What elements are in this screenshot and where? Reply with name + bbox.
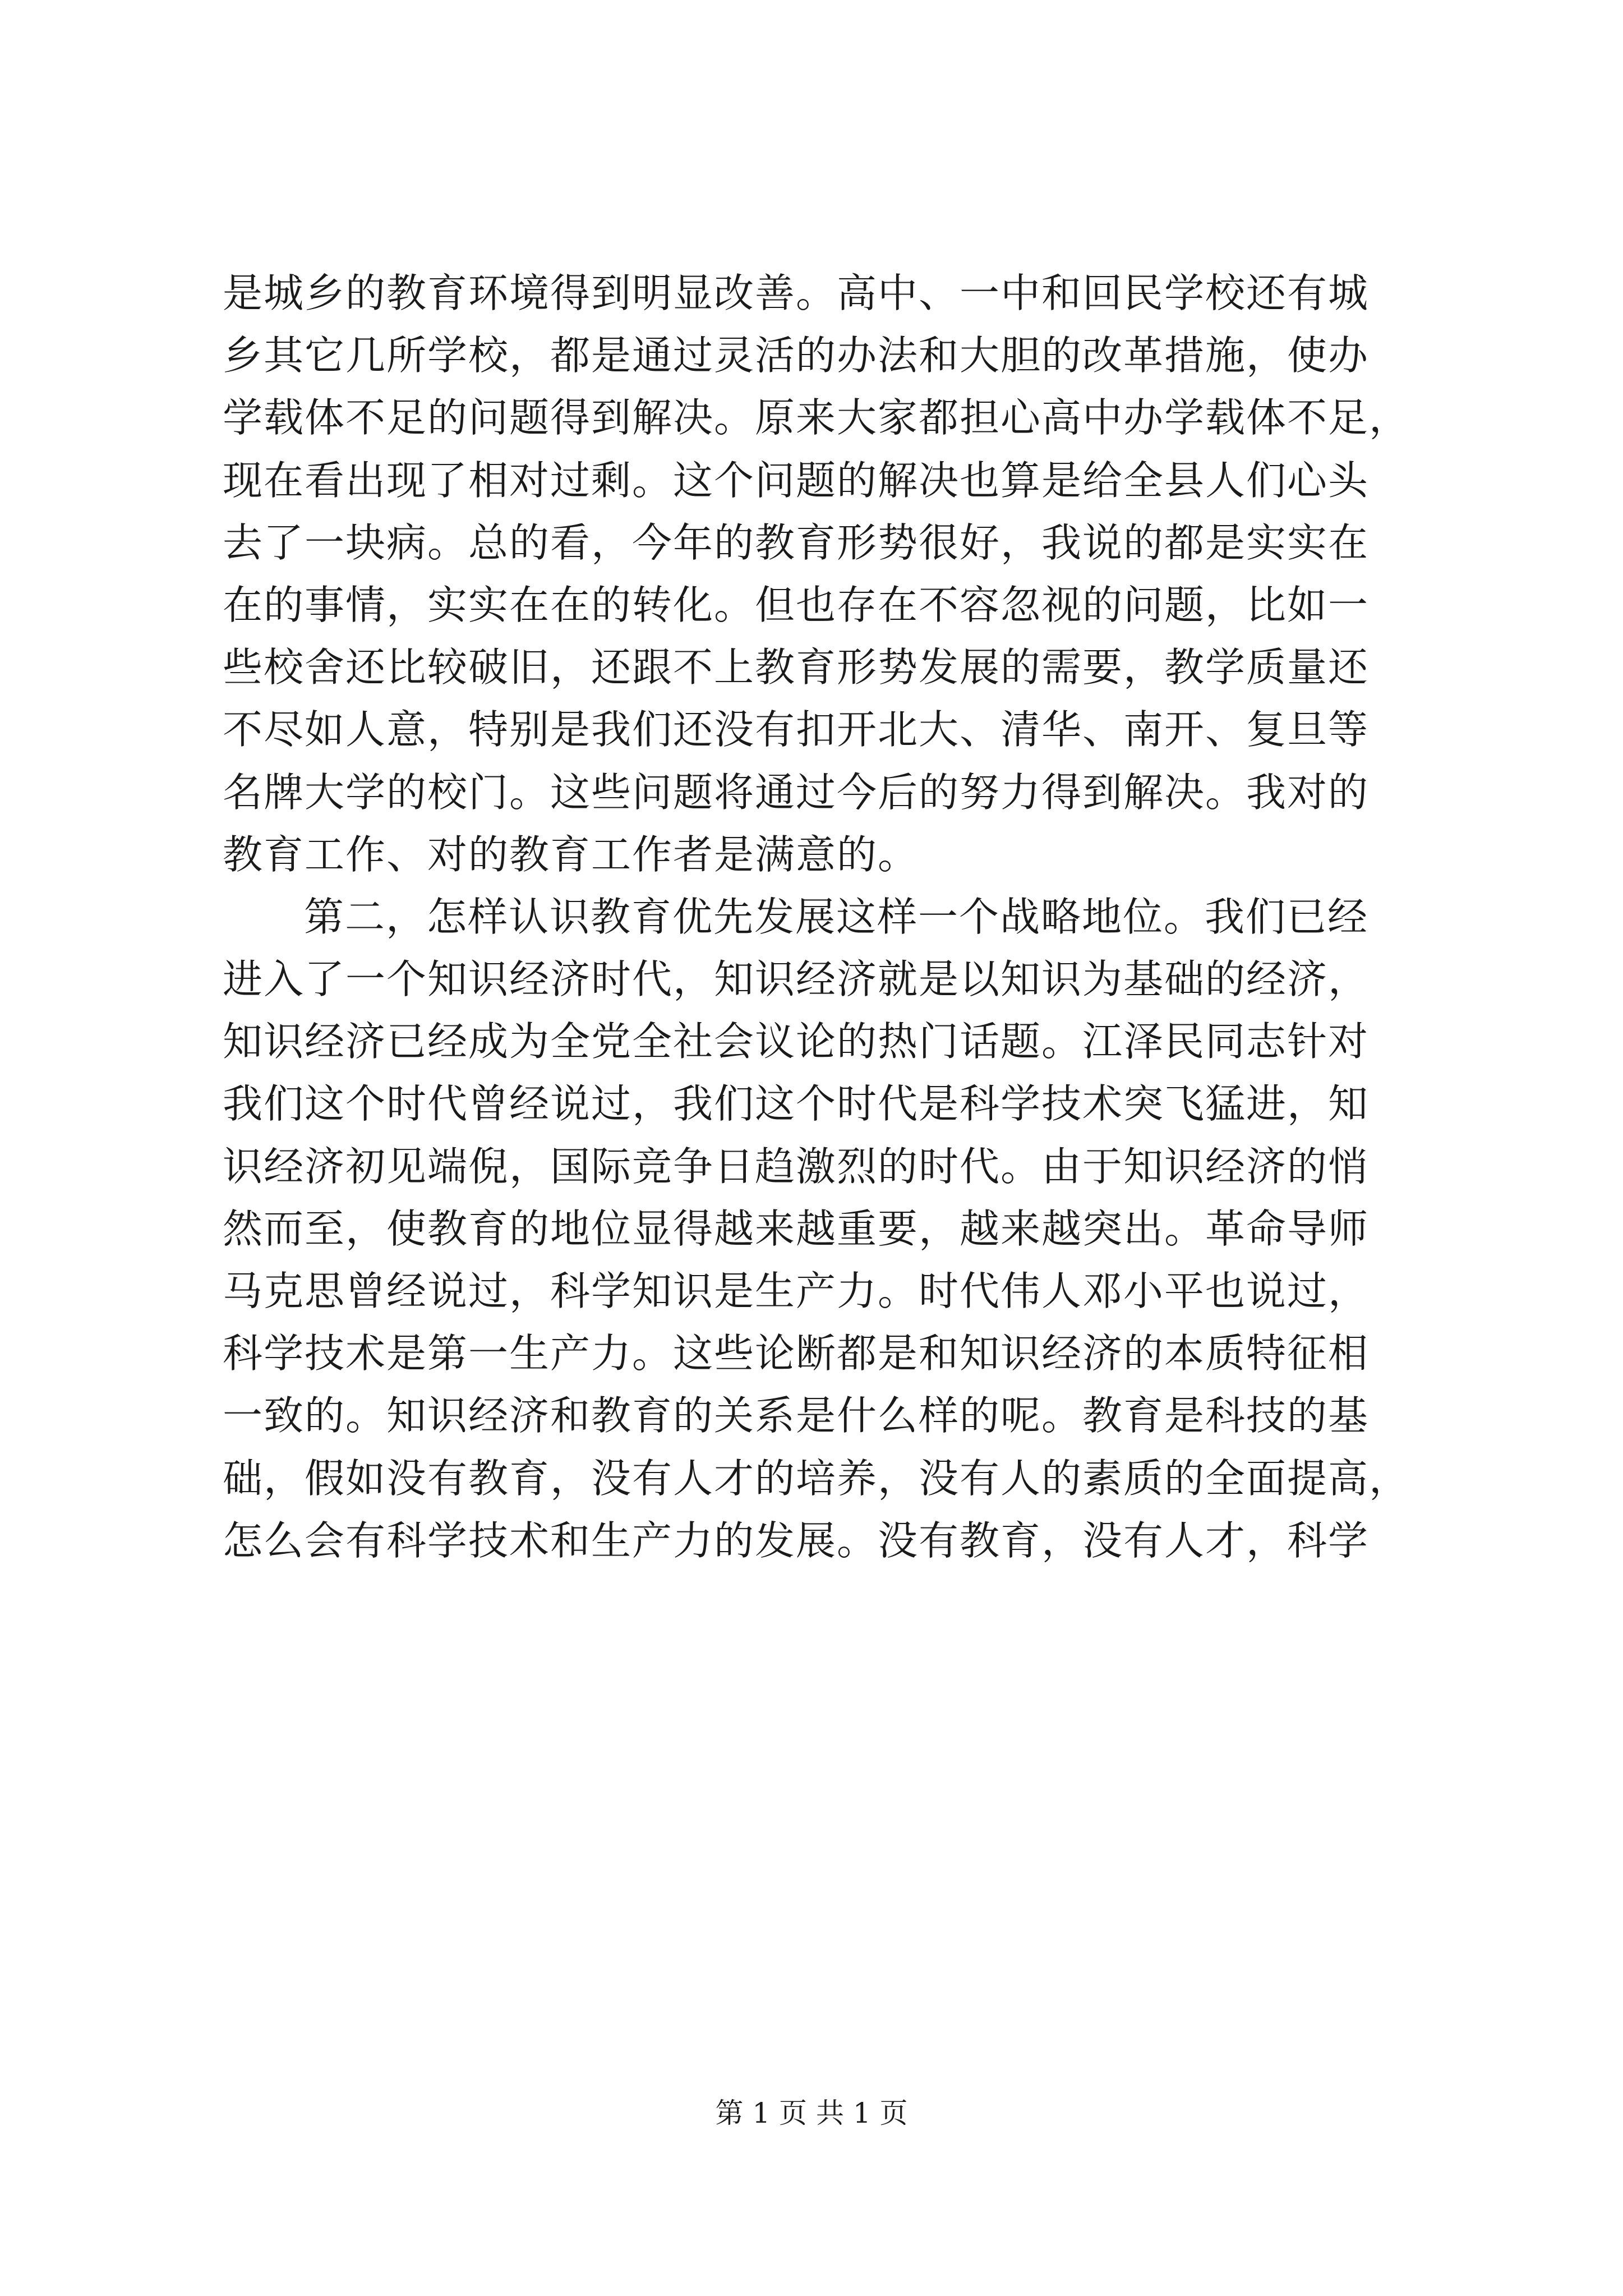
text-line: 在的事情，实实在在的转化。但也存在不容忽视的问题，比如一 bbox=[223, 581, 1370, 628]
text-line: 名牌大学的校门。这些问题将通过今后的努力得到解决。我对的 bbox=[223, 769, 1370, 816]
text-line: 科学技术是第一生产力。这些论断都是和知识经济的本质特征相 bbox=[223, 1330, 1370, 1377]
text-line: 怎么会有科学技术和生产力的发展。没有教育，没有人才，科学 bbox=[223, 1517, 1370, 1564]
text-line: 我们这个时代曾经说过，我们这个时代是科学技术突飞猛进，知 bbox=[223, 1080, 1370, 1128]
text-line: 进入了一个知识经济时代，知识经济就是以知识为基础的经济， bbox=[223, 956, 1370, 1003]
text-line: 马克思曾经说过，科学知识是生产力。时代伟人邓小平也说过， bbox=[223, 1268, 1370, 1314]
text-line: 然而至，使教育的地位显得越来越重要，越来越突出。革命导师 bbox=[223, 1205, 1370, 1252]
paragraph-start-line: 第二，怎样认识教育优先发展这样一个战略地位。我们已经 bbox=[304, 893, 1369, 940]
text-line: 些校舍还比较破旧，还跟不上教育形势发展的需要，教学质量还 bbox=[223, 644, 1370, 691]
page-number-label: 第 1 页 共 1 页 bbox=[715, 2097, 908, 2129]
text-line: 现在看出现了相对过剩。这个问题的解决也算是给全县人们心头 bbox=[223, 457, 1370, 504]
text-line: 一致的。知识经济和教育的关系是什么样的呢。教育是科技的基 bbox=[223, 1392, 1370, 1439]
text-line: 乡其它几所学校，都是通过灵活的办法和大胆的改革措施，使办 bbox=[223, 332, 1370, 379]
text-line: 础，假如没有教育，没有人才的培养，没有人的素质的全面提高， bbox=[223, 1455, 1410, 1502]
text-line: 不尽如人意，特别是我们还没有扣开北大、清华、南开、复旦等 bbox=[223, 706, 1370, 753]
text-line: 识经济初见端倪，国际竞争日趋激烈的时代。由于知识经济的悄 bbox=[223, 1143, 1370, 1190]
body-text bbox=[223, 262, 1456, 1572]
text-line: 去了一块病。总的看，今年的教育形势很好，我说的都是实实在 bbox=[223, 519, 1370, 566]
text-line: 是城乡的教育环境得到明显改善。高中、一中和回民学校还有城 bbox=[223, 270, 1370, 316]
text-line: 学载体不足的问题得到解决。原来大家都担心高中办学载体不足， bbox=[223, 394, 1410, 441]
text-line: 知识经济已经成为全党全社会议论的热门话题。江泽民同志针对 bbox=[223, 1018, 1370, 1065]
text-line: 教育工作、对的教育工作者是满意的。 bbox=[223, 831, 919, 878]
page-footer bbox=[0, 2093, 1623, 2133]
